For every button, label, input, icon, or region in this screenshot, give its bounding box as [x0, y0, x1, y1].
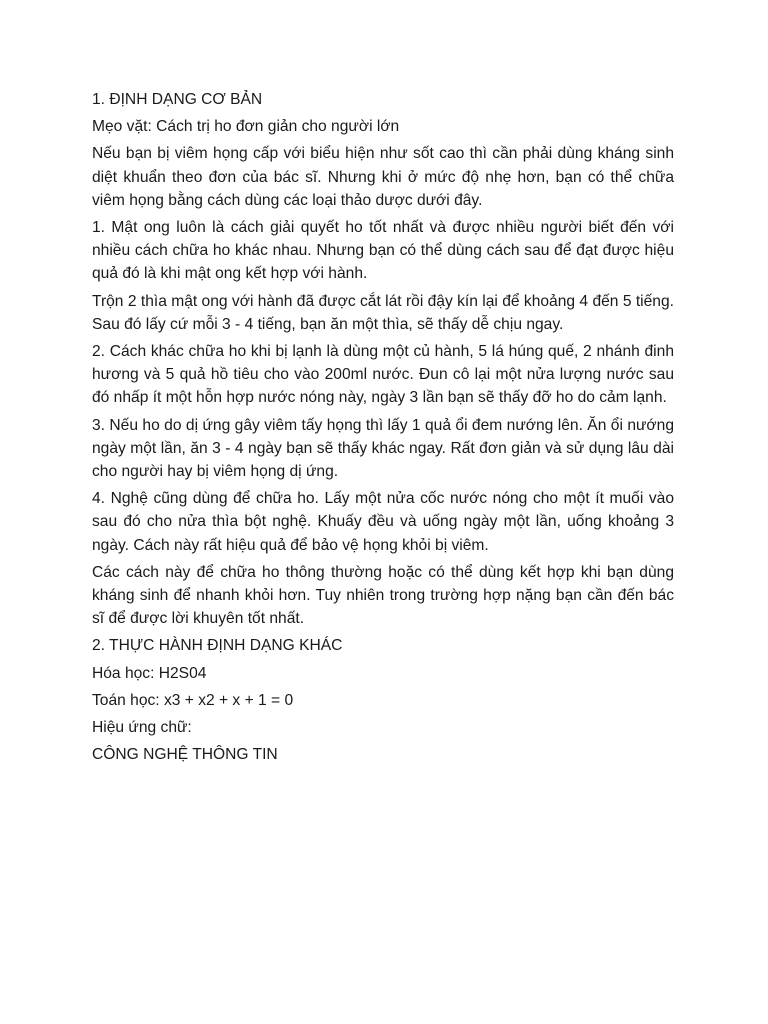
document-page	[92, 88, 674, 770]
text-effect-label: Hiệu ứng chữ:	[92, 719, 192, 737]
intro-paragraph: Nếu bạn bị viêm họng cấp với biểu hiện như sốt cao thì cần phải dùng kháng sinh diệt khuẩn theo đơn của bác sĩ. Nhưng khi ở mức độ nhẹ hơn, bạn có thể chữa viêm họng bằng cách dùng các loại thảo dược dưới đây.	[92, 145, 674, 209]
remedy-2-paragraph: 2. Cách khác chữa ho khi bị lạnh là dùng một củ hành, 5 lá húng quế, 2 nhánh đinh hương và 5 quả hồ tiêu cho vào 200ml nước. Đun cô lại một nửa lượng nước sau đó nhấp ít một hỗn hợp nước nóng này, ngày 3 lần bạn sẽ thấy đỡ ho do cảm lạnh.	[92, 343, 674, 407]
remedy-1-detail-paragraph: Trộn 2 thìa mật ong với hành đã được cắt lát rồi đậy kín lại để khoảng 4 đến 5 tiếng. Sau đó lấy cứ mỗi 3 - 4 tiếng, bạn ăn một thìa, sẽ thấy dễ chịu ngay.	[92, 292, 674, 333]
remedy-1-paragraph: 1. Mật ong luôn là cách giải quyết ho tốt nhất và được nhiều người biết đến với nhiều cách chữa ho khác nhau. Nhưng bạn có thể dùng cách sau để đạt được hiệu quả đó là khi mật ong kết hợp với hành.	[92, 219, 674, 283]
conclusion-paragraph: Các cách này để chữa ho thông thường hoặc có thể dùng kết hợp khi bạn dùng kháng sinh để nhanh khỏi hơn. Tuy nhiên trong trường hợp nặng bạn cần đến bác sĩ để được lời khuyên tốt nhất.	[92, 563, 674, 628]
math-line: Toán học: x3 + x2 + x + 1 = 0	[92, 691, 294, 709]
section-1-heading: 1. ĐỊNH DẠNG CƠ BẢN	[92, 91, 263, 108]
article-title: Mẹo vặt: Cách trị ho đơn giản cho người lớn	[92, 118, 400, 136]
remedy-3-paragraph: 3. Nếu ho do dị ứng gây viêm tấy họng thì lấy 1 quả ổi đem nướng lên. Ăn ổi nướng ngày một lần, ăn 3 - 4 ngày bạn sẽ thấy khác ngay. Rất đơn giản và sử dụng lâu dài cho người hay bị viêm họng dị ứng.	[92, 416, 674, 481]
text-effect-value: CÔNG NGHỆ THÔNG TIN	[92, 746, 278, 764]
remedy-4-paragraph: 4. Nghệ cũng dùng để chữa ho. Lấy một nửa cốc nước nóng cho một ít muối vào sau đó cho nửa thìa bột nghệ. Khuấy đều và uống ngày một lần, uống khoảng 3 ngày. Cách này rất hiệu quả để bảo vệ họng khỏi bị viêm.	[92, 490, 674, 554]
section-2-heading: 2. THỰC HÀNH ĐỊNH DẠNG KHÁC	[92, 637, 343, 655]
chemistry-line: Hóa học: H2S04	[92, 664, 207, 682]
